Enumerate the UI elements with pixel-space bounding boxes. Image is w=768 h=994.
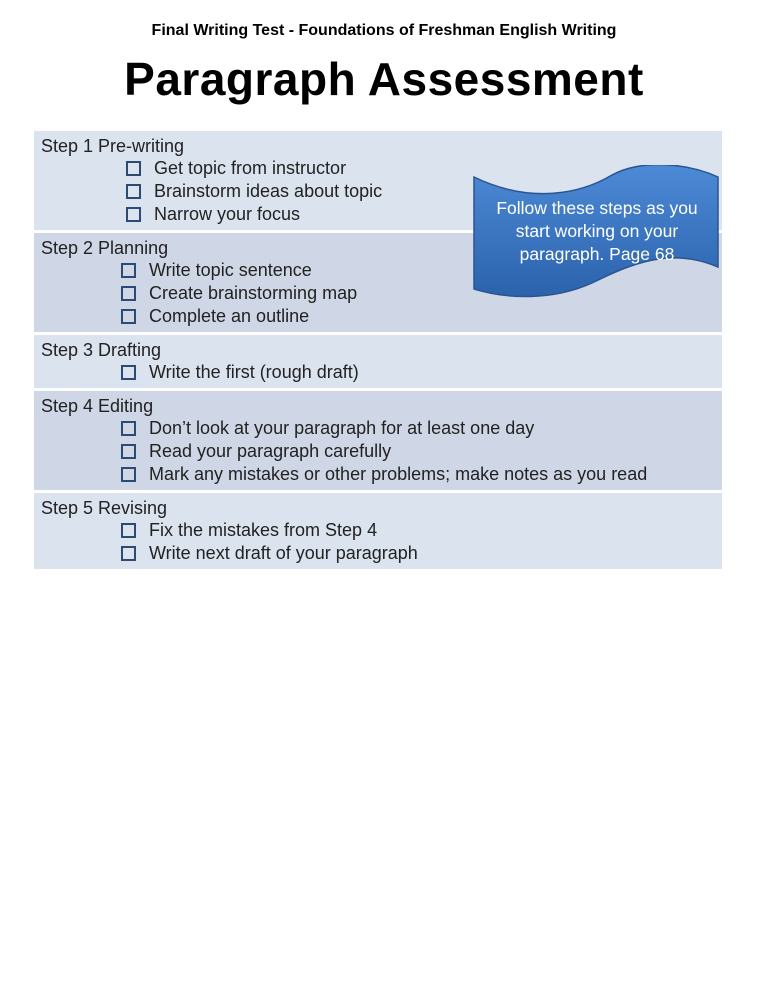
checkbox-icon[interactable] — [121, 523, 136, 538]
checklist-item: Complete an outline — [41, 305, 722, 328]
checklist-item: Don’t look at your paragraph for at least one day — [41, 417, 722, 440]
checkbox-icon[interactable] — [121, 309, 136, 324]
step-label: Step 2 Planning — [41, 238, 169, 258]
step-row — [34, 335, 722, 388]
checkbox-icon[interactable] — [121, 421, 136, 436]
checklist-item: Get topic from instructor — [41, 157, 722, 180]
callout-banner — [472, 165, 722, 300]
step-row — [34, 391, 722, 490]
checklist-item: Fix the mistakes from Step 4 — [41, 519, 722, 542]
checklist-item: Write the first (rough draft) — [41, 361, 722, 384]
step-label: Step 4 Editing — [41, 396, 154, 416]
checkbox-icon[interactable] — [121, 546, 136, 561]
document-subtitle: Final Writing Test - Foundations of Freshman English Writing — [151, 22, 617, 39]
step-row — [34, 493, 722, 569]
checklist-item: Brainstorm ideas about topic — [41, 180, 722, 203]
callout-text: Follow these steps as you start working on your paragraph. Page 68 — [496, 198, 698, 264]
checkbox-icon[interactable] — [121, 467, 136, 482]
checklist-item: Write topic sentence — [41, 259, 722, 282]
checkbox-icon[interactable] — [126, 184, 141, 199]
page-title: Paragraph Assessment — [124, 53, 644, 105]
step-label: Step 5 Revising — [41, 498, 168, 518]
checklist-item: Mark any mistakes or other problems; make notes as you read — [41, 463, 722, 486]
checklist-item: Read your paragraph carefully — [41, 440, 722, 463]
checklist-item: Narrow your focus — [41, 203, 722, 226]
checkbox-icon[interactable] — [121, 263, 136, 278]
checkbox-icon[interactable] — [121, 365, 136, 380]
checklist-item: Create brainstorming map — [41, 282, 722, 305]
step-label: Step 3 Drafting — [41, 340, 162, 360]
checkbox-icon[interactable] — [121, 286, 136, 301]
checkbox-icon[interactable] — [126, 161, 141, 176]
checkbox-icon[interactable] — [126, 207, 141, 222]
checklist-item: Write next draft of your paragraph — [41, 542, 722, 565]
step-label: Step 1 Pre-writing — [41, 136, 185, 156]
checkbox-icon[interactable] — [121, 444, 136, 459]
